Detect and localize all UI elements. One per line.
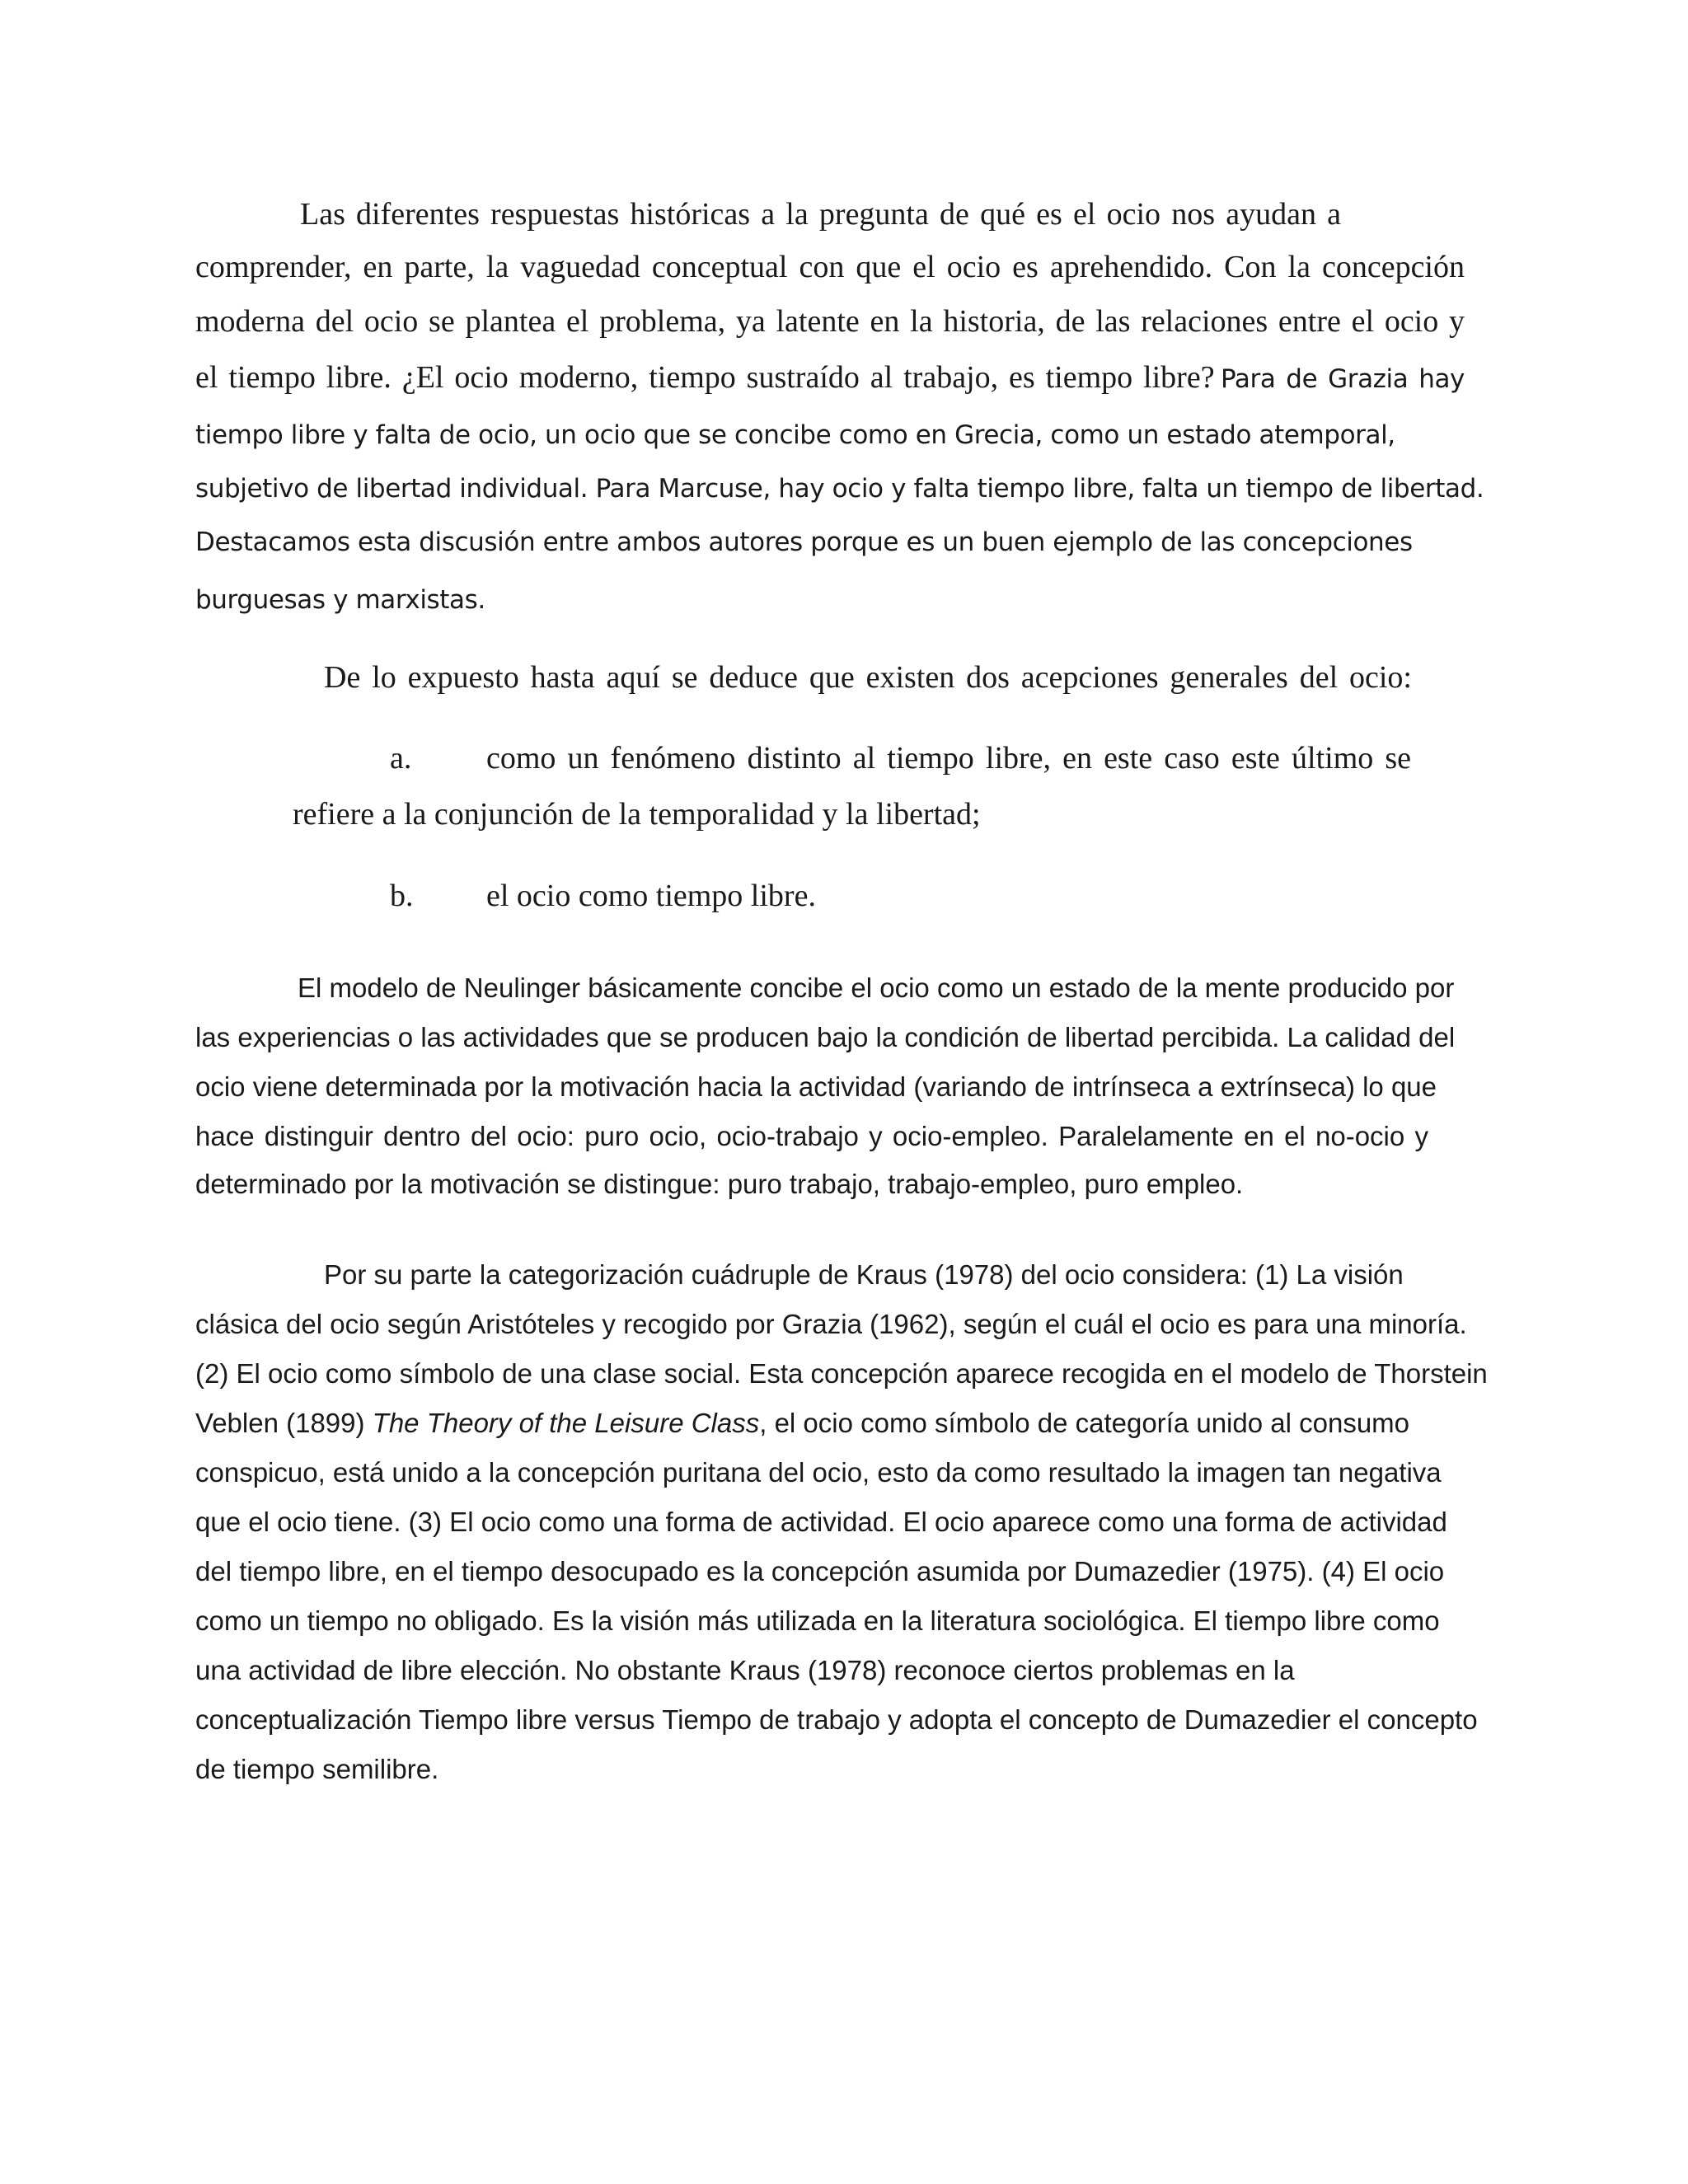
paragraph-3-line-4: hace distinguir dentro del ocio: puro ocio, ocio-trabajo y ocio-empleo. Paralelamente en el no-ocio y [195, 1121, 1428, 1151]
paragraph-4-line-1: Por su parte la categorización cuádruple de Kraus (1978) del ocio considera: (1) La visión [324, 1259, 1404, 1290]
paragraph-4-line-8: como un tiempo no obligado. Es la visión más utilizada en la literatura sociológica. El tiempo libre como [195, 1605, 1440, 1636]
paragraph-4-line-6: que el ocio tiene. (3) El ocio como una forma de actividad. El ocio aparece como una forma de actividad [195, 1507, 1447, 1537]
paragraph-4-line-4-after: , el ocio como símbolo de categoría unido al consumo [759, 1408, 1410, 1438]
paragraph-4-line-4-before: Veblen (1899) [195, 1408, 373, 1438]
list-item-b-marker: b. [390, 879, 414, 913]
paragraph-4-line-9: una actividad de libre elección. No obstante Kraus (1978) reconoce ciertos problemas en la [195, 1655, 1295, 1685]
paragraph-1-line-8: burguesas y marxistas. [195, 585, 485, 615]
paragraph-1-line-4-serif: el tiempo libre. ¿El ocio moderno, tiempo sustraído al trabajo, es tiempo libre? [195, 360, 1215, 395]
paragraph-3-line-5: determinado por la motivación se distingue: puro trabajo, trabajo-empleo, puro empleo. [195, 1169, 1244, 1199]
paragraph-3-line-1: El modelo de Neulinger básicamente concibe el ocio como un estado de la mente producido por [298, 972, 1455, 1003]
paragraph-4-line-5: conspicuo, está unido a la concepción puritana del ocio, esto da como resultado la imagen tan negativa [195, 1457, 1442, 1488]
paragraph-4-line-10: conceptualización Tiempo libre versus Tiempo de trabajo y adopta el concepto de Dumazedier el concepto [195, 1704, 1478, 1735]
paragraph-1-line-7: Destacamos esta discusión entre ambos autores porque es un buen ejemplo de las concepciones [195, 527, 1413, 557]
paragraph-4-line-3: (2) El ocio como símbolo de una clase social. Esta concepción aparece recogida en el modelo de Thorstein [195, 1358, 1488, 1389]
paragraph-1-line-4-sans: Para de Grazia hay [1220, 364, 1465, 394]
list-item-b-text: el ocio como tiempo libre. [486, 879, 816, 913]
paragraph-1-line-3: moderna del ocio se plantea el problema, ya latente en la historia, de las relaciones entre el ocio y [195, 304, 1465, 339]
list-item-a-line-1: como un fenómeno distinto al tiempo libre, en este caso este último se [486, 741, 1411, 776]
list-item-a-line-2: refiere a la conjunción de la temporalidad y la libertad; [293, 797, 981, 832]
paragraph-4-line-4 [195, 1408, 1410, 1439]
list-item-a-marker: a. [390, 741, 412, 776]
book-title: The Theory of the Leisure Class [372, 1408, 760, 1438]
paragraph-4-line-11: de tiempo semilibre. [195, 1754, 439, 1784]
paragraph-1-line-6: subjetivo de libertad individual. Para Marcuse, hay ocio y falta tiempo libre, falta un tiempo de libertad. [195, 474, 1484, 504]
paragraph-1-line-1: Las diferentes respuestas históricas a la pregunta de qué es el ocio nos ayudan a [300, 197, 1341, 232]
paragraph-4-line-7: del tiempo libre, en el tiempo desocupado es la concepción asumida por Dumazedier (1975). (4) El ocio [195, 1556, 1445, 1586]
paragraph-3-line-2: las experiencias o las actividades que se producen bajo la condición de libertad percibida. La calidad del [195, 1022, 1456, 1052]
paragraph-4-line-2: clásica del ocio según Aristóteles y recogido por Grazia (1962), según el cuál el ocio es para una minoría. [195, 1309, 1467, 1339]
paragraph-1-line-5: tiempo libre y falta de ocio, un ocio que se concibe como en Grecia, como un estado atemporal, [195, 420, 1395, 450]
paragraph-1-line-4 [195, 359, 1465, 396]
paragraph-3-line-3: ocio viene determinada por la motivación hacia la actividad (variando de intrínseca a extrínseca) lo que [195, 1071, 1437, 1102]
paragraph-2: De lo expuesto hasta aquí se deduce que existen dos acepciones generales del ocio: [324, 660, 1412, 695]
paragraph-1-line-2: comprender, en parte, la vaguedad conceptual con que el ocio es aprehendido. Con la concepción [195, 250, 1465, 284]
